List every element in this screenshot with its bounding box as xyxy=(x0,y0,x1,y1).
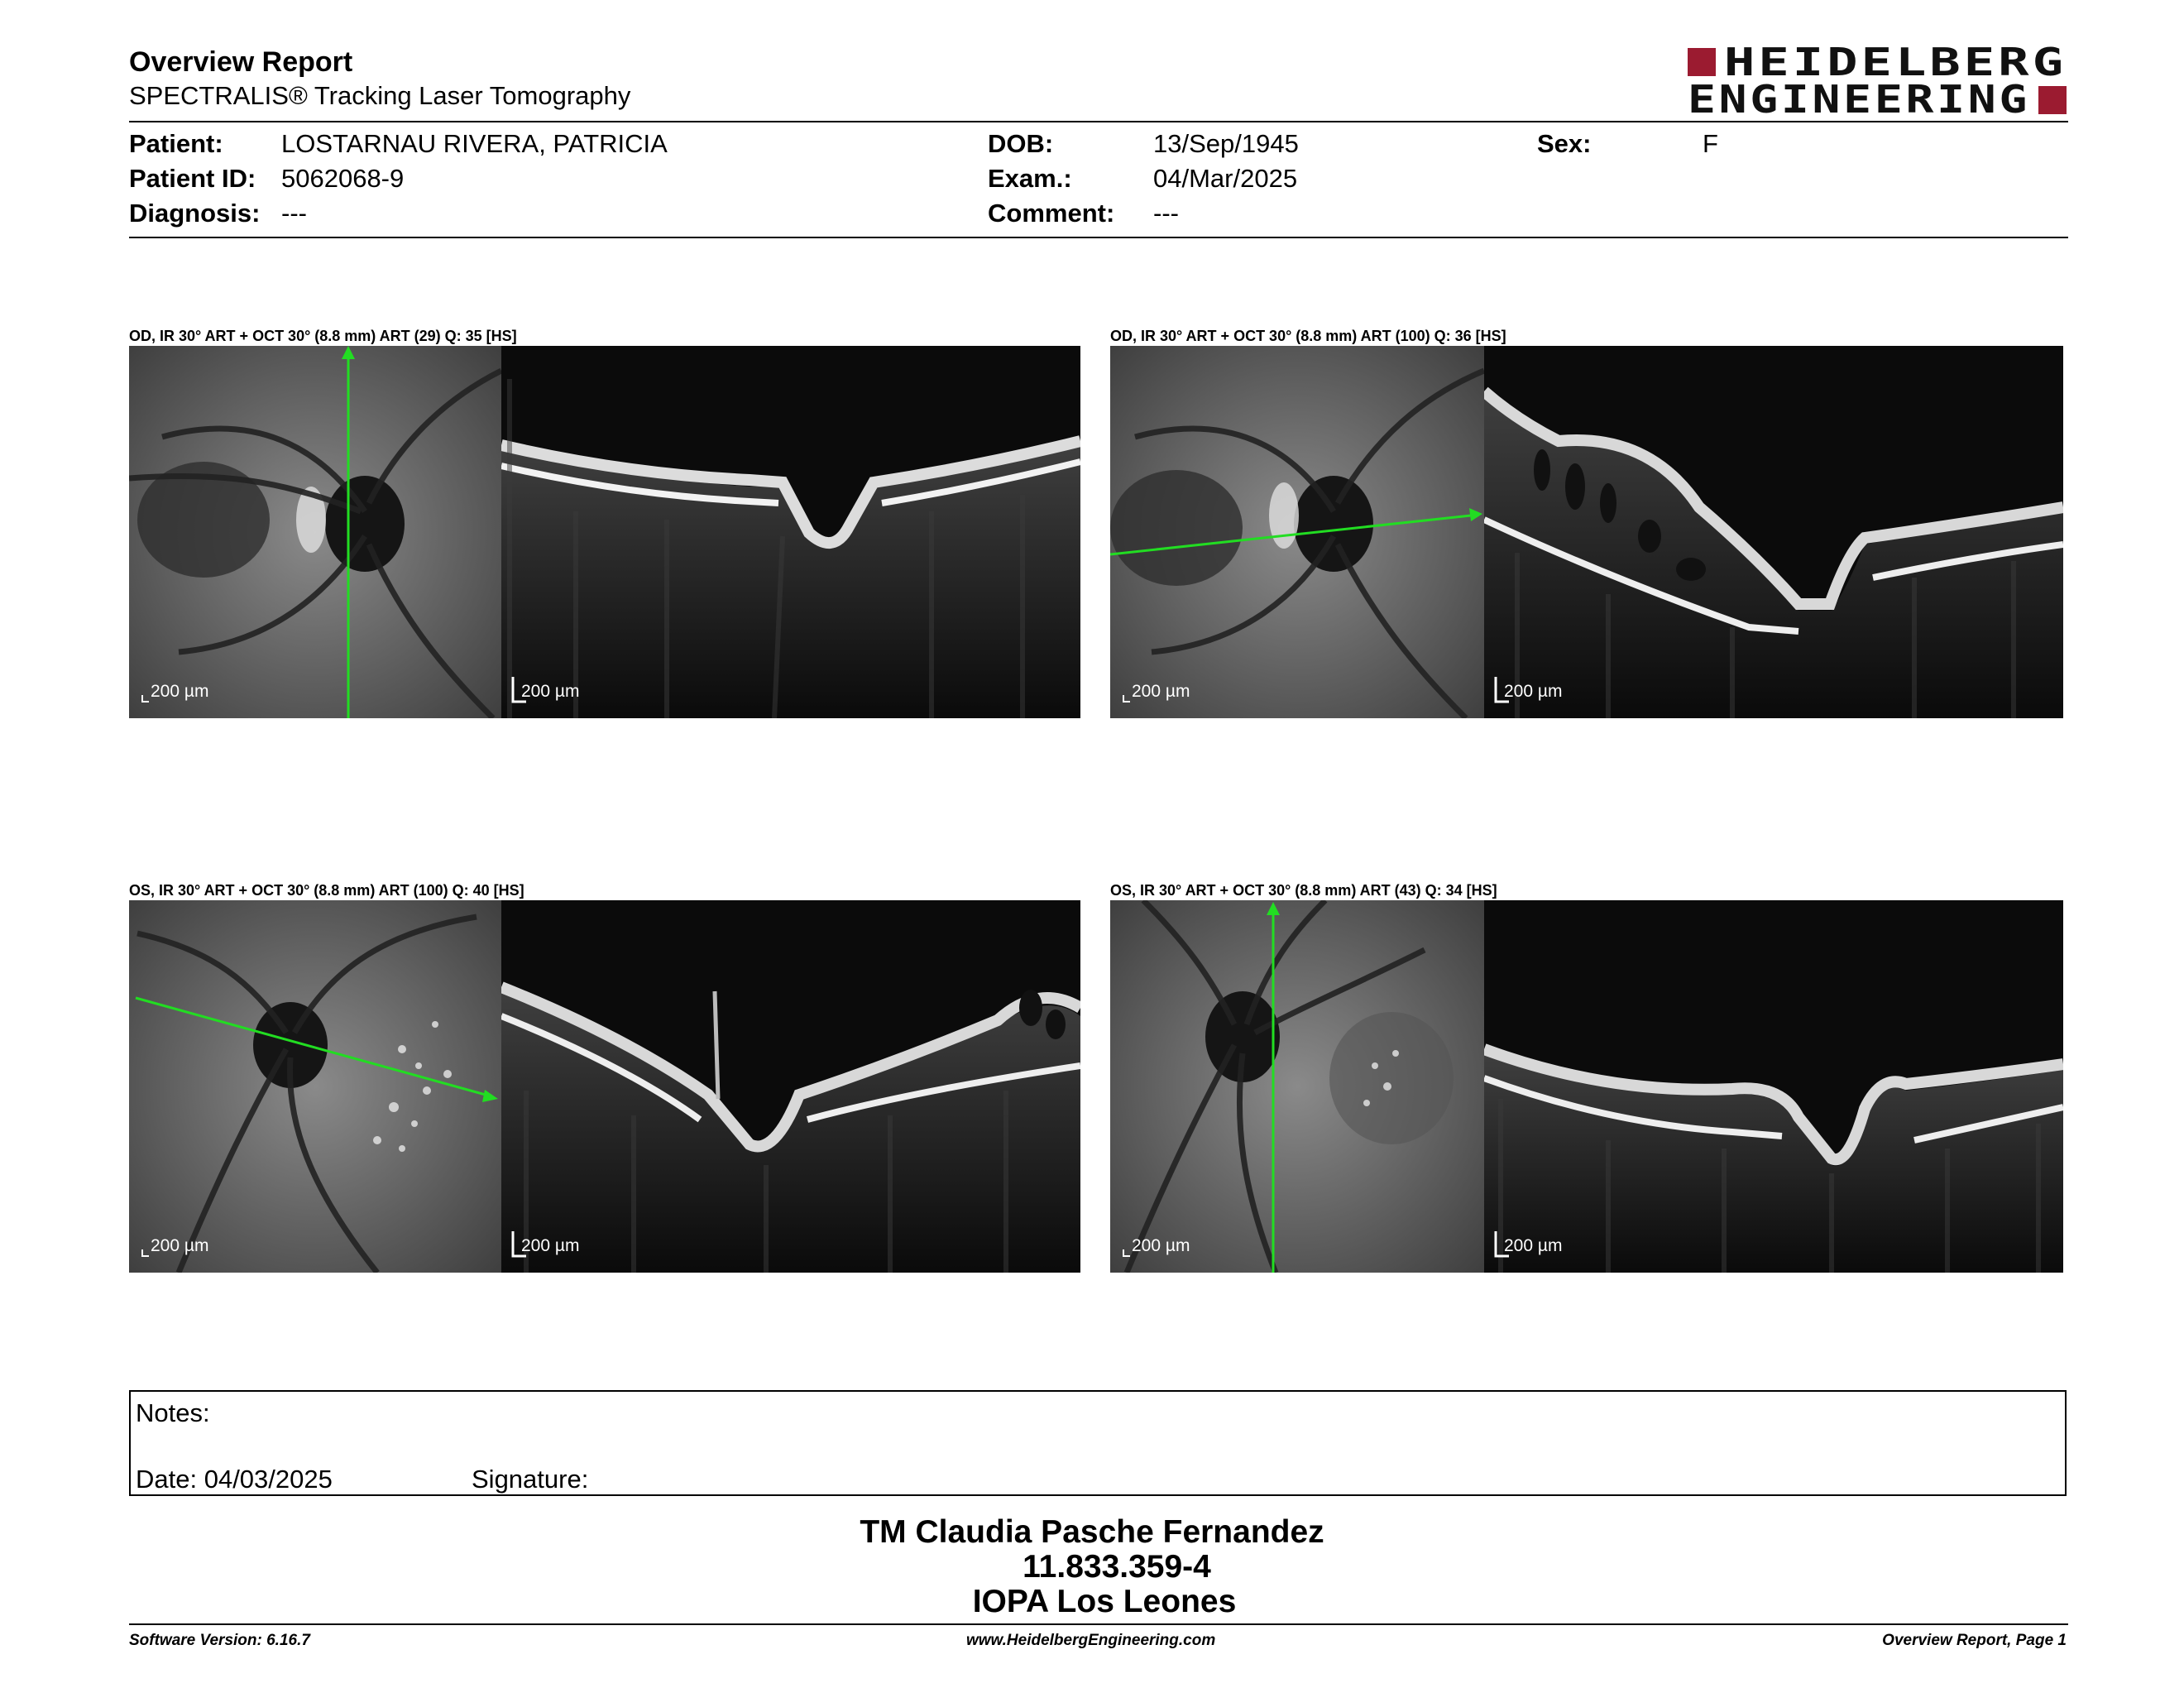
notes-label: Notes: xyxy=(136,1398,210,1427)
report-subtitle: SPECTRALIS® Tracking Laser Tomography xyxy=(129,81,631,110)
sex-value: F xyxy=(1703,129,1718,158)
notes-box xyxy=(129,1390,2067,1496)
scan-caption: OD, IR 30° ART + OCT 30° (8.8 mm) ART (29) Q: 35 [HS] xyxy=(129,328,517,344)
signature-label: Signature: xyxy=(472,1465,589,1494)
oct-bscan-image xyxy=(501,900,1080,1273)
svg-text:ENGINEERING: ENGINEERING xyxy=(1688,77,2030,117)
stamp-name: TM Claudia Pasche Fernandez xyxy=(860,1514,1324,1550)
diagnosis-value: --- xyxy=(281,199,307,228)
patient-divider xyxy=(129,237,2068,238)
scan-caption: OS, IR 30° ART + OCT 30° (8.8 mm) ART (43) Q: 34 [HS] xyxy=(1110,882,1497,899)
report-title: Overview Report xyxy=(129,46,353,78)
oct-scale-label: 200 µm xyxy=(521,682,580,701)
oct-bscan-image xyxy=(1484,346,2063,718)
comment-value: --- xyxy=(1153,199,1179,228)
patient-name: LOSTARNAU RIVERA, PATRICIA xyxy=(281,129,668,158)
footer-divider xyxy=(129,1623,2068,1625)
scan-caption: OD, IR 30° ART + OCT 30° (8.8 mm) ART (100) Q: 36 [HS] xyxy=(1110,328,1506,344)
patient-id-value: 5062068-9 xyxy=(281,164,405,193)
diagnosis-label: Diagnosis: xyxy=(129,199,261,228)
dob-label: DOB: xyxy=(988,129,1054,158)
oct-scale-label: 200 µm xyxy=(521,1236,580,1255)
patient-id-label: Patient ID: xyxy=(129,164,256,193)
comment-label: Comment: xyxy=(988,199,1115,228)
fundus-scale-label: 200 µm xyxy=(1132,682,1190,701)
exam-label: Exam.: xyxy=(988,164,1072,193)
exam-value: 04/Mar/2025 xyxy=(1153,164,1298,193)
fundus-image xyxy=(1110,346,1484,718)
fundus-image xyxy=(129,346,501,718)
patient-label: Patient: xyxy=(129,129,223,158)
fundus-scale-label: 200 µm xyxy=(151,682,209,701)
oct-scale-label: 200 µm xyxy=(1504,682,1563,701)
date-label: Date: 04/03/2025 xyxy=(136,1465,333,1494)
svg-text:HEIDELBERG: HEIDELBERG xyxy=(1724,45,2067,84)
heidelberg-logo xyxy=(1688,45,2068,117)
oct-bscan-image xyxy=(1484,900,2063,1273)
fundus-image xyxy=(1110,900,1484,1273)
dob-value: 13/Sep/1945 xyxy=(1153,129,1299,158)
sex-label: Sex: xyxy=(1537,129,1592,158)
fundus-scale-label: 200 µm xyxy=(151,1236,209,1255)
page-number: Overview Report, Page 1 xyxy=(1882,1632,2067,1649)
software-version: Software Version: 6.16.7 xyxy=(129,1632,310,1649)
fundus-scale-label: 200 µm xyxy=(1132,1236,1190,1255)
stamp-institution: IOPA Los Leones xyxy=(972,1584,1237,1619)
fundus-image xyxy=(129,900,501,1273)
stamp-id: 11.833.359-4 xyxy=(1023,1549,1211,1585)
oct-bscan-image xyxy=(501,346,1080,718)
scan-caption: OS, IR 30° ART + OCT 30° (8.8 mm) ART (100) Q: 40 [HS] xyxy=(129,882,524,899)
website-link[interactable]: www.HeidelbergEngineering.com xyxy=(966,1632,1216,1649)
oct-scale-label: 200 µm xyxy=(1504,1236,1563,1255)
header-divider xyxy=(129,121,2068,122)
